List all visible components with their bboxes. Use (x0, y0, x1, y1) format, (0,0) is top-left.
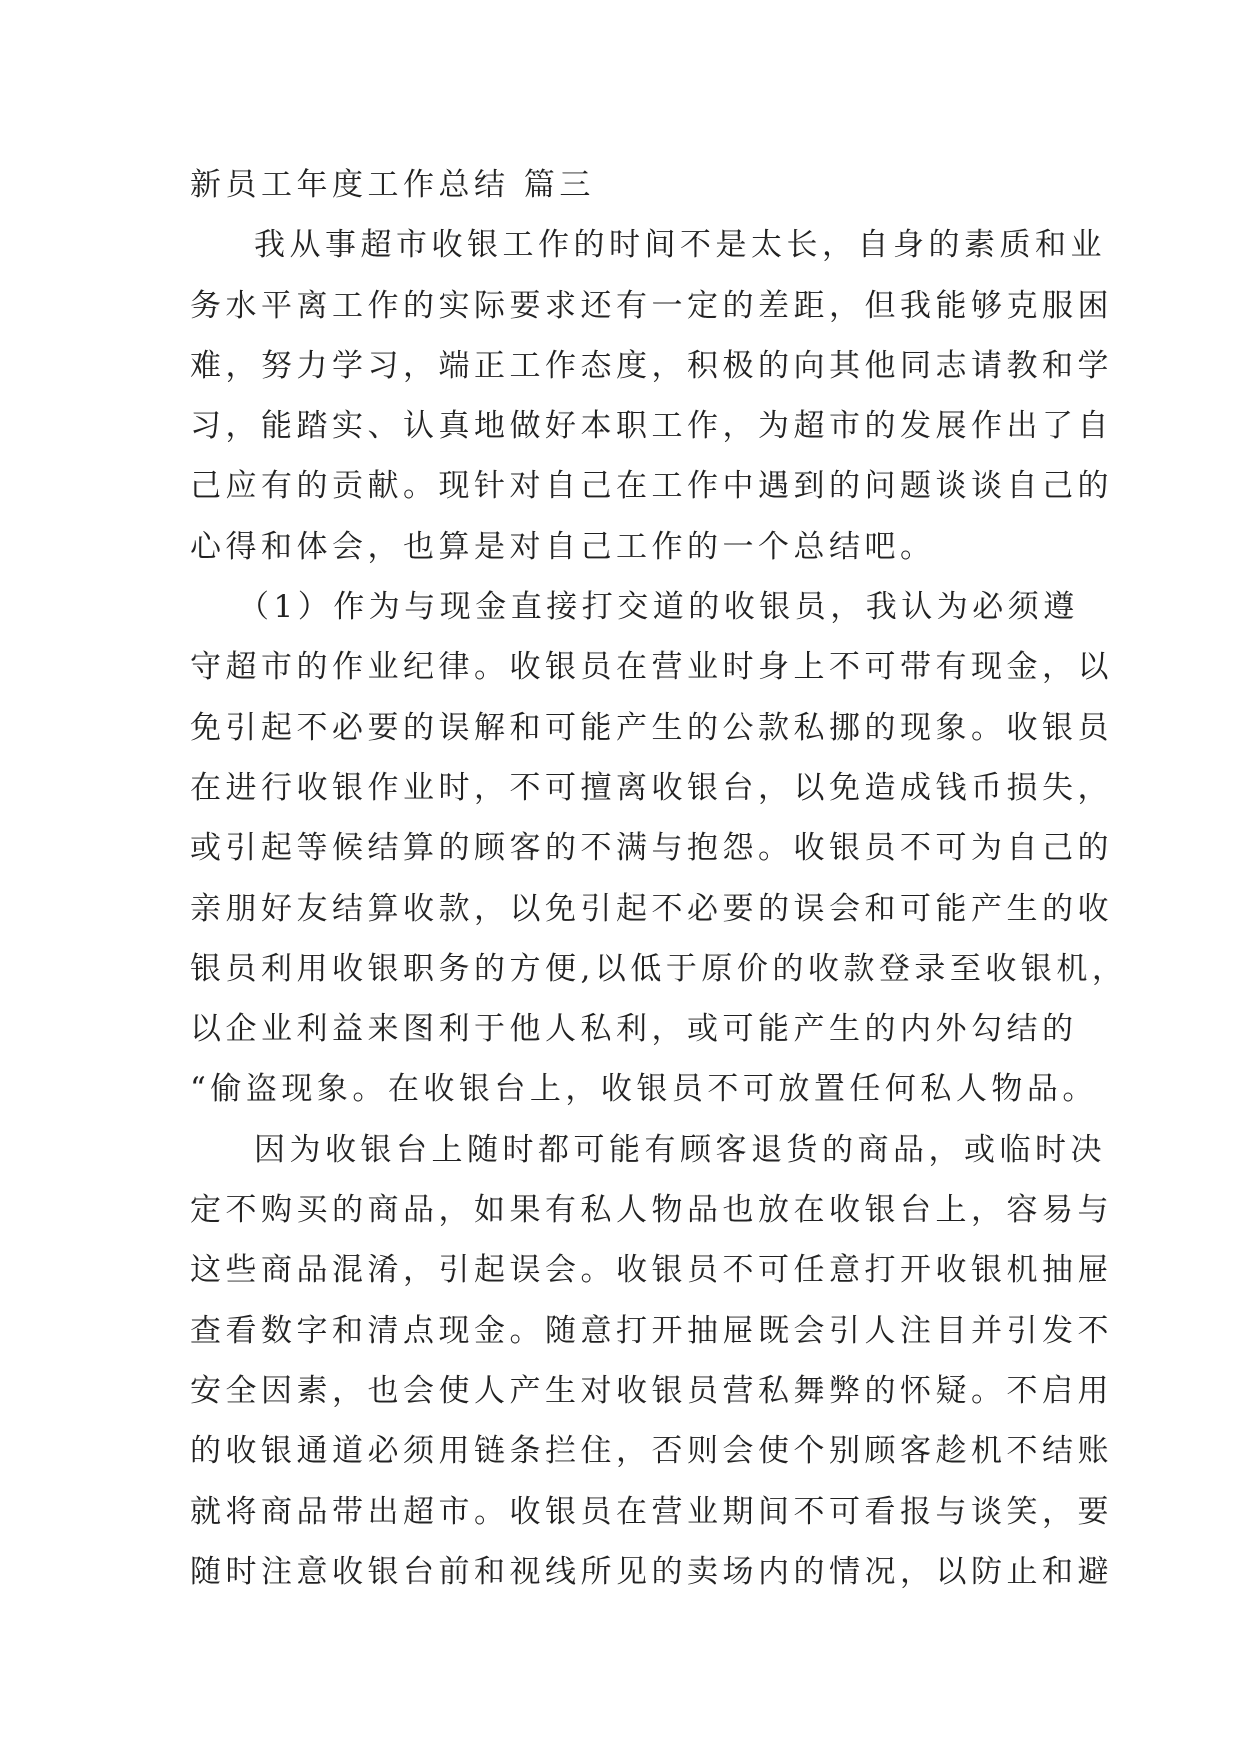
paragraph-line: 定不购买的商品，如果有私人物品也放在收银台上，容易与 (190, 1192, 1113, 1229)
paragraph-line: 查看数字和清点现金。随意打开抽屉既会引人注目并引发不 (190, 1312, 1113, 1349)
document-title: 新员工年度工作总结 篇三 (190, 167, 595, 203)
paragraph-line: 这些商品混淆，引起误会。收银员不可任意打开收银机抽屉 (190, 1252, 1113, 1289)
paragraph-line: 就将商品带出超市。收银员在营业期间不可看报与谈笑，要 (190, 1493, 1113, 1530)
paragraph-line: 我从事超市收银工作的时间不是太长，自身的素质和业 (254, 227, 1106, 264)
paragraph-line: 守超市的作业纪律。收银员在营业时身上不可带有现金，以 (190, 649, 1113, 686)
paragraph-line: “偷盗现象。在收银台上，收银员不可放置任何私人物品。 (190, 1071, 1098, 1108)
paragraph-line: 随时注意收银台前和视线所见的卖场内的情况，以防止和避 (190, 1553, 1113, 1590)
document-body (190, 155, 1128, 1602)
paragraph-line: 或引起等候结算的顾客的不满与抱怨。收银员不可为自己的 (190, 830, 1113, 867)
paragraph-line: （1）作为与现金直接打交道的收银员，我认为必须遵 (238, 589, 1079, 626)
paragraph-line: 的收银通道必须用链条拦住，否则会使个别顾客趁机不结账 (190, 1433, 1113, 1470)
paragraph-line: 安全因素，也会使人产生对收银员营私舞弊的怀疑。不启用 (190, 1372, 1113, 1409)
paragraph-line: 银员利用收银职务的方便,以低于原价的收款登录至收银机， (190, 950, 1128, 987)
paragraph-line: 因为收银台上随时都可能有顾客退货的商品，或临时决 (254, 1131, 1106, 1168)
paragraph-line: 亲朋好友结算收款，以免引起不必要的误会和可能产生的收 (190, 890, 1113, 927)
paragraph-line: 己应有的贡献。现针对自己在工作中遇到的问题谈谈自己的 (190, 468, 1113, 505)
paragraph-line: 免引起不必要的误解和可能产生的公款私挪的现象。收银员 (190, 709, 1113, 746)
paragraph-line: 难，努力学习，端正工作态度，积极的向其他同志请教和学 (190, 347, 1113, 384)
paragraph-line: 务水平离工作的实际要求还有一定的差距，但我能够克服困 (190, 287, 1113, 324)
paragraph-line: 心得和体会，也算是对自己工作的一个总结吧。 (190, 528, 936, 565)
paragraph-line: 在进行收银作业时，不可擅离收银台，以免造成钱币损失， (190, 769, 1113, 806)
paragraph-line: 习，能踏实、认真地做好本职工作，为超市的发展作出了自 (190, 408, 1113, 445)
paragraph-line: 以企业利益来图利于他人私利，或可能产生的内外勾结的 (190, 1011, 1078, 1048)
